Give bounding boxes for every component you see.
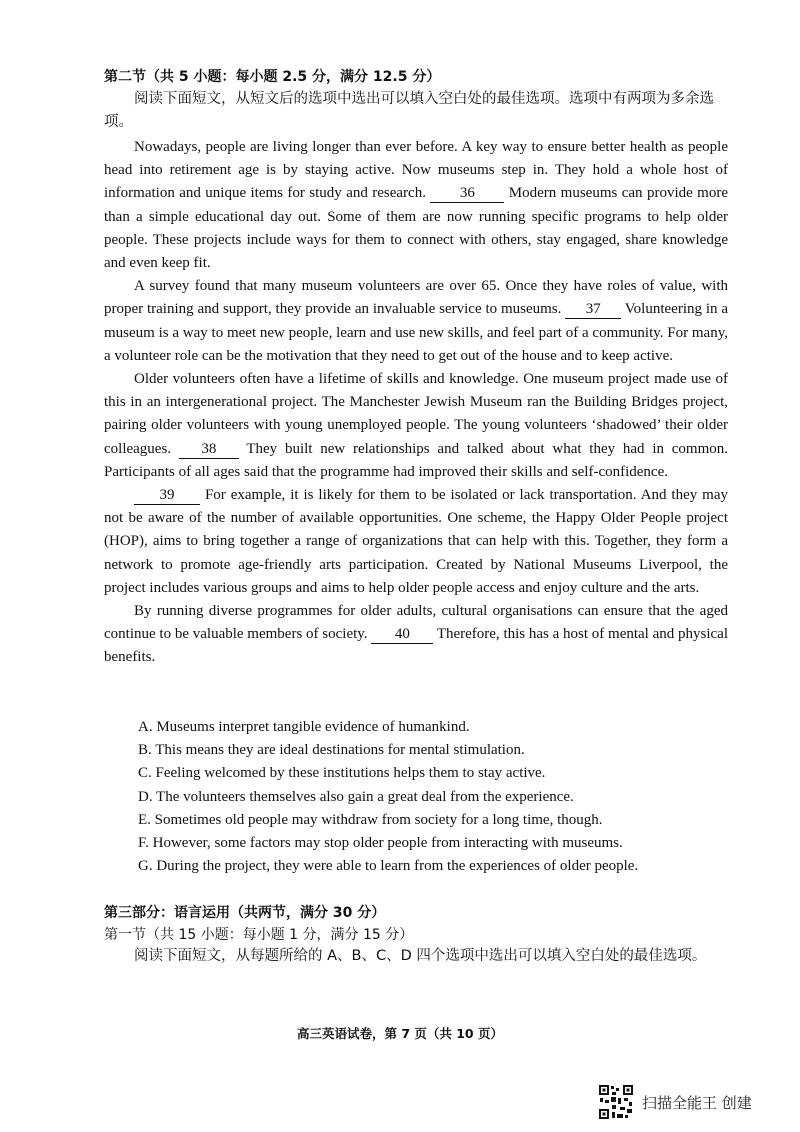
passage-paragraph-3: Older volunteers often have a lifetime of skills and knowledge. One museum project made use of this in an intergenerational project. The Manchester Jewish Museum ran the Building Bridges project, pairing older volunteers with young unemployed people. The young volunteers ‘shadowed’ their older colleagues. 38 They built new relationships and talked about what they had in common. Participants of all ages said that the programme had improved their skills and self-confidence. bbox=[104, 371, 729, 480]
blank-36: 36 bbox=[430, 184, 504, 203]
option-f: F. However, some factors may stop older people from interacting with museums. bbox=[138, 835, 623, 852]
reading-passage bbox=[104, 136, 728, 670]
blank-37: 37 bbox=[565, 300, 621, 319]
blank-38: 38 bbox=[179, 440, 239, 459]
blank-39: 39 bbox=[134, 486, 200, 505]
option-c: C. Feeling welcomed by these institutions helps them to stay active. bbox=[138, 765, 546, 782]
option-g: G. During the project, they were able to learn from the experiences of older people. bbox=[138, 858, 639, 875]
qr-code-icon bbox=[598, 1084, 634, 1120]
option-b: B. This means they are ideal destinations for mental stimulation. bbox=[138, 742, 525, 759]
option-a: A. Museums interpret tangible evidence of humankind. bbox=[138, 719, 470, 735]
scanner-watermark bbox=[598, 1082, 752, 1122]
part3-section1-heading: 第一节（共 15 小题：每小题 1 分，满分 15 分） bbox=[104, 927, 414, 943]
option-e: E. Sometimes old people may withdraw from society for a long time, though. bbox=[138, 811, 603, 828]
section2-instructions: 阅读下面短文，从短文后的选项中选出可以填入空白处的最佳选项。选项中有两项为多余选项。 bbox=[104, 91, 714, 130]
section2-heading: 第二节（共 5 小题：每小题 2.5 分，满分 12.5 分） bbox=[104, 69, 441, 85]
passage-paragraph-2: A survey found that many museum volunteers are over 65. Once they have roles of value, with proper training and support, they provide an invaluable service to museums. 37 Volunteering in a museum is a way to meet new people, learn and use new skills, and feel part of a community. For many, a volunteer role can be the motivation that they need to get out of the house and to keep active. bbox=[104, 278, 728, 364]
page-footer: 高三英语试卷，第 7 页（共 10 页） bbox=[296, 1026, 503, 1041]
part3-heading: 第三部分：语言运用（共两节，满分 30 分） bbox=[104, 905, 386, 921]
passage-paragraph-4: 39 For example, it is likely for them to be isolated or lack transportation. And they may not be aware of the number of available opportunities. One scheme, the Happy Older People project (HOP), aims to bring together a range of organizations that can help with this. Together, they form a network to promote age-friendly arts participation. Created by National Museums Liverpool, the project includes various groups and aims to help older people access and enjoy culture and the arts. bbox=[104, 487, 728, 596]
passage-paragraph-1: Nowadays, people are living longer than ever before. A key way to ensure better health as people head into retirement age is by staying active. Now museums step in. They hold a whole host of information and unique items for study and research. 36 Modern museums can provide more than a simple educational day out. Some of them are now running specific programs to help older people. These projects include ways for them to connect with others, stay engaged, share knowledge and even keep fit. bbox=[104, 139, 728, 272]
watermark-text: 扫描全能王 创建 bbox=[642, 1093, 752, 1112]
blank-40: 40 bbox=[371, 625, 433, 644]
option-d: D. The volunteers themselves also gain a great deal from the experience. bbox=[138, 788, 574, 805]
passage-paragraph-5: By running diverse programmes for older adults, cultural organisations can ensure that the aged continue to be valuable members of society. 40 Therefore, this has a host of mental and physical benefits. bbox=[104, 603, 729, 666]
part3-instructions: 阅读下面短文，从每题所给的 A、B、C、D 四个选项中选出可以填入空白处的最佳选项。 bbox=[134, 948, 707, 964]
answer-options bbox=[138, 716, 638, 878]
